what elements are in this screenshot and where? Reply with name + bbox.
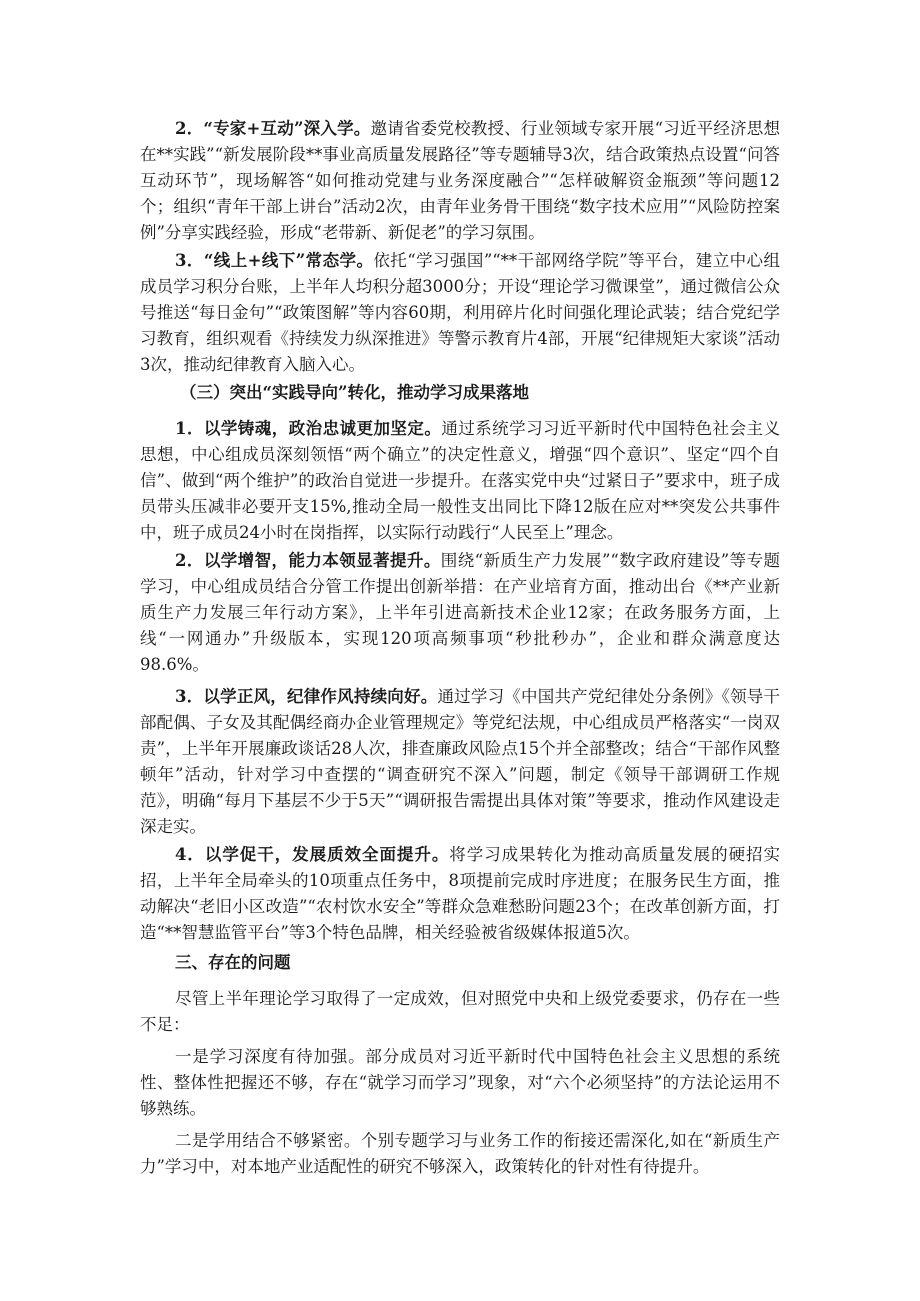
paragraph-problems-intro: 尽管上半年理论学习取得了一定成效，但对照党中央和上级党委要求，仍存在一些不足： (140, 989, 780, 1034)
paragraph-expert-interaction (140, 116, 780, 246)
paragraph-text: 通过学习《中国共产党纪律处分条例》《领导干部配偶、子女及其配偶经商办企业管理规定》等党纪法规，中心组成员严格落实“一岗双责”，上半年开展廉政谈话28人次，排查廉政风险点15个并全部整改；结合“干部作风整顿年”活动，针对学习中查摆的“调查研究不深入”问题，制定《领导干部调研工作规范》，明确“每月下基层不少于5天”“调研报告需提出具体对策”等要求，推动作风建设走深走实。 (140, 687, 781, 836)
paragraph-problem-depth: 一是学习深度有待加强。部分成员对习近平新时代中国特色社会主义思想的系统性、整体性把握还不够，存在“就学习而学习”现象，对“六个必须坚持”的方法论运用不够熟练。 (140, 1047, 780, 1118)
paragraph-lead: 3．“线上+线下”常态学。 (175, 251, 374, 270)
paragraph-political-loyalty (140, 416, 780, 546)
paragraph-lead: 1．以学铸魂，政治忠诚更加坚定。 (175, 419, 442, 438)
paragraph-text: 依托“学习强国”“**干部网络学院”等平台，建立中心组成员学习积分台账，上半年人均积分超3000分；开设“理论学习微课堂”，通过微信公众号推送“每日金句”“政策图解”等内容60期，利用碎片化时间强化理论武装；结合党纪学习教育，组织观看《持续发力纵深推进》等警示教育片4部，开展“纪律规矩大家谈”活动3次，推动纪律教育入脑入心。 (140, 251, 780, 374)
paragraph-capability (140, 548, 780, 678)
paragraph-lead: 2．“专家+互动”深入学。 (175, 119, 371, 138)
paragraph-development (140, 842, 780, 946)
paragraph-text: 通过系统学习习近平新时代中国特色社会主义思想，中心组成员深刻领悟“两个确立”的决定性意义，增强“四个意识”、坚定“四个自信”、做到“两个维护”的政治自觉进一步提升。在落实党中央“过紧日子”要求中，班子成员带头压减非必要开支15%,推动全局一般性支出同比下降12版在应对**突发公共事件中，班子成员24小时在岗指挥，以实际行动践行“人民至上”理念。 (140, 419, 781, 542)
paragraph-problem-application: 二是学用结合不够紧密。个别专题学习与业务工作的衔接还需深化,如在“新质生产力”学习中，对本地产业适配性的研究不够深入，政策转化的针对性有待提升。 (140, 1131, 780, 1176)
paragraph-lead: 2．以学增智，能力本领显著提升。 (175, 551, 441, 570)
paragraph-text: 邀请省委党校教授、行业领域专家开展“习近平经济思想在**实践”“新发展阶段**事业高质量发展路径”等专题辅导3次，结合政策热点设置“问答互动环节”，现场解答“如何推动党建与业务深度融合”“怎样破解资金瓶颈”等问题12个；组织“青年干部上讲台”活动2次，由青年业务骨干围绕“数字技术应用”“风险防控案例”分享实践经验，形成“老带新、新促老”的学习氛围。 (140, 119, 781, 242)
paragraph-discipline (140, 684, 780, 840)
paragraph-text: 围绕“新质生产力发展”“数字政府建设”等专题学习，中心组成员结合分管工作提出创新举措：在产业培育方面，推动出台《**产业新质生产力发展三年行动方案》，上半年引进高新技术企业12家；在政务服务方面，上线“一网通办”升级版本，实现120项高频事项“秒批秒办”，企业和群众满意度达98.6%。 (140, 551, 780, 674)
section-heading-practice: （三）突出“实践导向”转化，推动学习成果落地 (180, 383, 529, 402)
section-heading-problems: 三、存在的问题 (175, 953, 291, 972)
paragraph-lead: 3．以学正风，纪律作风持续向好。 (175, 687, 438, 706)
paragraph-lead: 4．以学促干，发展质效全面提升。 (175, 845, 450, 864)
paragraph-text: 将学习成果转化为推动高质量发展的硬招实招，上半年全局牵头的10项重点任务中，8项提前完成时序进度；在服务民生方面，推动解决“老旧小区改造”“农村饮水安全”等群众急难愁盼问题23个；在改革创新方面，打造“**智慧监管平台”等3个特色品牌，相关经验被省级媒体报道5次。 (140, 845, 781, 942)
paragraph-online-offline (140, 248, 780, 378)
